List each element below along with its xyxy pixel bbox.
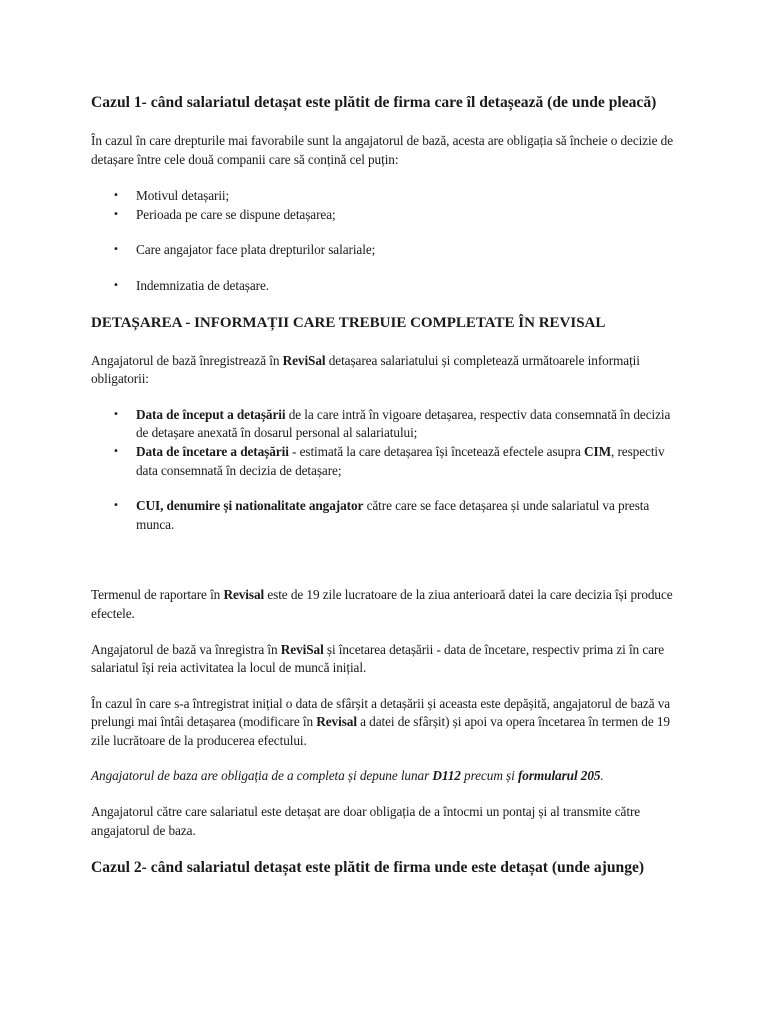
case2-heading: Cazul 2- când salariatul detașat este plătit de firma unde este detașat (unde ajunge) xyxy=(91,859,645,877)
revisal-bullet-list xyxy=(91,406,681,535)
list-item: • CUI, denumire și nationalitate angajator către care se face detașarea și unde salariatul va presta munca. xyxy=(91,497,681,534)
revisal-heading: DETAȘAREA - INFORMAȚII CARE TREBUIE COMPLETATE ÎN REVISAL xyxy=(91,314,606,331)
list-item: • Care angajator face plata drepturilor salariale; xyxy=(91,241,681,260)
case1-intro: În cazul în care drepturile mai favorabile sunt la angajatorul de bază, acesta are obligația să încheie o decizie de detașare între cele două companii care să conțină cel puțin: xyxy=(91,133,674,167)
d112-paragraph: Angajatorul de baza are obligația de a completa și depune lunar D112 precum și formularul 205. xyxy=(91,768,604,784)
list-item: • Motivul detașarii; xyxy=(91,187,681,206)
list-item: • Perioada pe care se dispune detașarea; xyxy=(91,206,681,225)
revisal-intro: Angajatorul de bază înregistrează în ReviSal detașarea salariatului și completează următoarele informații obligatorii: xyxy=(91,352,640,387)
list-item: • Data de început a detașării de la care intră în vigoare detașarea, respectiv data consemnată în decizia de detașare anexată în dosarul personal al salariatului; xyxy=(91,406,681,443)
list-item: • Data de încetare a detașării - estimată la care detașarea își încetează efectele asupra CIM, respectiv data consemnată în decizia de detașare; xyxy=(91,443,681,480)
extension-paragraph: În cazul în care s-a întregistrat inițial o data de sfârșit a detașării și aceasta este depășită, angajatorul de bază va prelungi mai întâi detașarea (modificare în Revisal a datei de sfârșit) și apoi va opera încetarea în termen de 19 zile lucrătoare de la producerea efectului. xyxy=(91,695,671,748)
document-content xyxy=(91,92,681,878)
reporting-deadline-paragraph: Termenul de raportare în Revisal este de 19 zile lucratoare de la ziua anterioară datei la care decizia își produce efectele. xyxy=(91,587,673,621)
termination-paragraph: Angajatorul de bază va înregistra în ReviSal și încetarea detașării - data de încetare, respectiv prima zi în care salariatul își reia activitatea la locul de muncă inițial. xyxy=(91,641,665,676)
case1-heading: Cazul 1- când salariatul detașat este plătit de firma care îl detașează (de unde pleacă) xyxy=(91,94,657,111)
list-item: • Indemnizatia de detașare. xyxy=(91,277,681,296)
case1-bullet-list xyxy=(91,187,681,295)
timesheet-paragraph: Angajatorul către care salariatul este detașat are doar obligația de a întocmi un pontaj și al transmite către angajatorul de baza. xyxy=(91,804,641,838)
